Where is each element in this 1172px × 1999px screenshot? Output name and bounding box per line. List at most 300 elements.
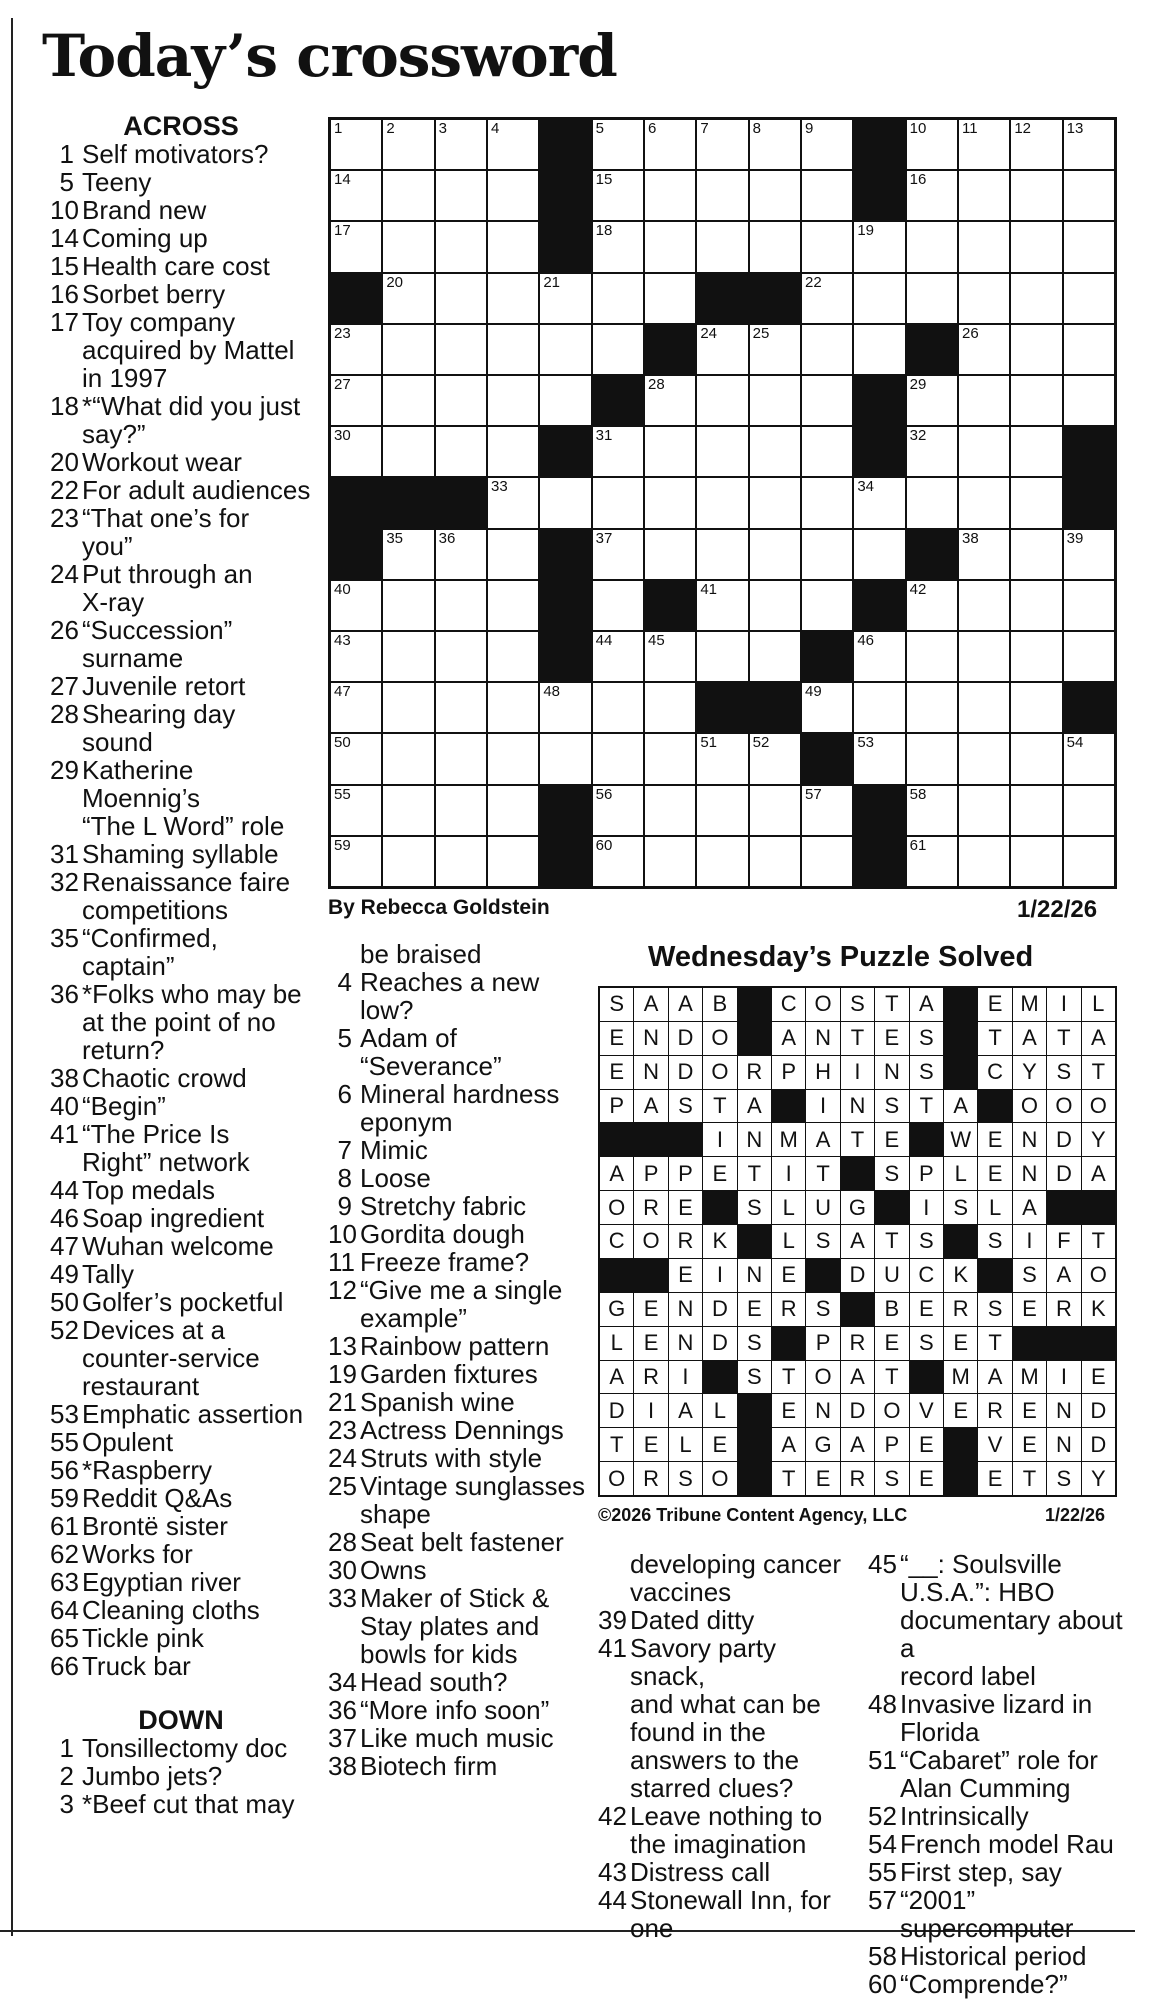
grid-cell[interactable]: [593, 325, 643, 374]
grid-cell[interactable]: [488, 120, 538, 169]
clue-number: 6: [337, 1079, 352, 1109]
solution-black-square: [841, 1157, 874, 1190]
grid-cell[interactable]: [436, 171, 486, 220]
grid-cell[interactable]: [854, 274, 904, 323]
solution-black-square: [1047, 1327, 1080, 1360]
solution-letter: N: [634, 1022, 667, 1055]
down-clue-line: [328, 940, 590, 968]
grid-cell[interactable]: [907, 478, 957, 527]
cell-number: 13: [1066, 120, 1084, 137]
grid-cell[interactable]: [907, 581, 957, 630]
grid-cell[interactable]: [802, 222, 852, 271]
grid-cell[interactable]: [802, 376, 852, 425]
solution-letter: R: [944, 1293, 977, 1326]
grid-cell[interactable]: [436, 581, 486, 630]
grid-cell[interactable]: [593, 837, 643, 886]
grid-cell[interactable]: [1011, 325, 1061, 374]
solution-letter: T: [703, 1090, 736, 1123]
grid-cell[interactable]: [697, 427, 747, 476]
grid-cell[interactable]: [1011, 222, 1061, 271]
grid-cell[interactable]: [854, 530, 904, 579]
grid-cell[interactable]: [645, 683, 695, 732]
grid-cell[interactable]: [383, 120, 433, 169]
grid-cell[interactable]: [436, 734, 486, 783]
solution-letter: A: [772, 1022, 805, 1055]
grid-cell[interactable]: [802, 683, 852, 732]
grid-cell[interactable]: [645, 171, 695, 220]
grid-cell[interactable]: [593, 171, 643, 220]
cell-number: 40: [334, 580, 351, 598]
solution-letter: L: [600, 1327, 633, 1360]
grid-cell[interactable]: [1064, 222, 1114, 271]
grid-cell[interactable]: [1011, 683, 1061, 732]
grid-cell[interactable]: [750, 222, 800, 271]
grid-cell[interactable]: [697, 530, 747, 579]
grid-cell[interactable]: [697, 222, 747, 271]
grid-cell[interactable]: [750, 325, 800, 374]
grid-cell[interactable]: [593, 427, 643, 476]
clue-number: 2: [59, 1761, 74, 1791]
grid-cell[interactable]: [959, 478, 1009, 527]
grid-cell[interactable]: [383, 632, 433, 681]
solution-letter: E: [944, 1327, 977, 1360]
across-clue-line: [50, 504, 312, 532]
across-clue-line: [50, 1008, 312, 1036]
clue-number: 61: [50, 1511, 79, 1541]
grid-cell[interactable]: [959, 837, 1009, 886]
grid-cell[interactable]: [645, 786, 695, 835]
grid-cell[interactable]: [907, 786, 957, 835]
grid-cell[interactable]: [593, 222, 643, 271]
grid-cell[interactable]: [436, 120, 486, 169]
black-square: [540, 120, 590, 169]
grid-cell[interactable]: [645, 837, 695, 886]
clue-text: competitions: [82, 895, 228, 925]
grid-cell[interactable]: [854, 683, 904, 732]
grid-cell[interactable]: [593, 274, 643, 323]
grid-cell[interactable]: [540, 274, 590, 323]
clue-number: [868, 1914, 892, 1942]
grid-cell[interactable]: [1064, 274, 1114, 323]
solution-letter: P: [600, 1090, 633, 1123]
grid-cell[interactable]: [645, 734, 695, 783]
grid-cell[interactable]: [907, 734, 957, 783]
grid-cell[interactable]: [645, 376, 695, 425]
grid-cell[interactable]: [331, 734, 381, 783]
across-clue-line: [50, 1176, 312, 1204]
grid-cell[interactable]: [959, 581, 1009, 630]
grid-cell[interactable]: [907, 274, 957, 323]
clue-text: Florida: [900, 1717, 980, 1747]
black-square: [750, 683, 800, 732]
grid-cell[interactable]: [750, 376, 800, 425]
grid-cell[interactable]: [854, 478, 904, 527]
grid-cell[interactable]: [488, 325, 538, 374]
across-clue-line: [50, 1596, 312, 1624]
solution-letter: O: [703, 1022, 736, 1055]
solution-letter: L: [772, 1225, 805, 1258]
grid-cell[interactable]: [331, 581, 381, 630]
grid-cell[interactable]: [1064, 171, 1114, 220]
clue-number: 41: [598, 1633, 627, 1663]
grid-cell[interactable]: [907, 837, 957, 886]
grid-cell[interactable]: [540, 325, 590, 374]
grid-cell[interactable]: [331, 632, 381, 681]
down-clue-line: [328, 1080, 590, 1108]
grid-cell[interactable]: [802, 786, 852, 835]
solution-letter: R: [738, 1056, 771, 1089]
clue-number: [868, 1606, 892, 1662]
grid-cell[interactable]: [750, 530, 800, 579]
grid-cell[interactable]: [645, 274, 695, 323]
grid-cell[interactable]: [959, 530, 1009, 579]
clue-text: supercomputer: [900, 1913, 1074, 1943]
solution-black-square: [738, 1428, 771, 1461]
grid-cell[interactable]: [959, 120, 1009, 169]
clue-column-4: [868, 1550, 1130, 1998]
down-clue-line: [868, 1802, 1130, 1830]
grid-cell[interactable]: [593, 478, 643, 527]
across-clue-line: [50, 812, 312, 840]
clue-number: 3: [59, 1789, 74, 1819]
grid-cell[interactable]: [750, 120, 800, 169]
grid-cell[interactable]: [802, 581, 852, 630]
grid-cell[interactable]: [383, 734, 433, 783]
black-square: [697, 683, 747, 732]
clue-number: 7: [337, 1135, 352, 1165]
solution-letter: E: [875, 1022, 908, 1055]
solution-letter: S: [875, 1090, 908, 1123]
grid-cell[interactable]: [1064, 837, 1114, 886]
grid-cell[interactable]: [645, 222, 695, 271]
across-clue-line: [50, 1484, 312, 1512]
grid-cell[interactable]: [697, 376, 747, 425]
grid-cell[interactable]: [802, 171, 852, 220]
grid-cell[interactable]: [750, 837, 800, 886]
grid-cell[interactable]: [331, 427, 381, 476]
grid-cell[interactable]: [1064, 581, 1114, 630]
clue-number: 40: [50, 1091, 79, 1121]
grid-cell[interactable]: [1011, 274, 1061, 323]
grid-cell[interactable]: [959, 632, 1009, 681]
solution-letter: A: [669, 1394, 702, 1427]
grid-cell[interactable]: [1011, 734, 1061, 783]
black-square: [854, 376, 904, 425]
solution-letter: E: [600, 1022, 633, 1055]
grid-cell[interactable]: [593, 786, 643, 835]
grid-cell[interactable]: [697, 581, 747, 630]
grid-cell[interactable]: [593, 530, 643, 579]
grid-cell[interactable]: [383, 222, 433, 271]
grid-cell[interactable]: [1011, 530, 1061, 579]
solution-letter: I: [669, 1361, 702, 1394]
grid-cell[interactable]: [593, 120, 643, 169]
grid-cell[interactable]: [1011, 171, 1061, 220]
grid-cell[interactable]: [907, 427, 957, 476]
grid-cell[interactable]: [645, 632, 695, 681]
grid-cell[interactable]: [488, 632, 538, 681]
solution-letter: E: [944, 1394, 977, 1427]
cell-number: 3: [438, 120, 447, 137]
down-clue-line: [328, 1500, 590, 1528]
grid-cell[interactable]: [488, 376, 538, 425]
black-square: [645, 325, 695, 374]
clue-text: bowls for kids: [360, 1639, 518, 1669]
across-clue-line: [50, 476, 312, 504]
grid-cell[interactable]: [488, 683, 538, 732]
grid-cell[interactable]: [697, 734, 747, 783]
grid-cell[interactable]: [1011, 120, 1061, 169]
grid-cell[interactable]: [436, 530, 486, 579]
grid-cell[interactable]: [959, 376, 1009, 425]
grid-cell[interactable]: [750, 786, 800, 835]
grid-cell[interactable]: [383, 427, 433, 476]
grid-cell[interactable]: [383, 581, 433, 630]
grid-cell[interactable]: [854, 222, 904, 271]
solution-letter: K: [703, 1225, 736, 1258]
clue-text: Egyptian river: [82, 1567, 241, 1597]
grid-cell[interactable]: [383, 325, 433, 374]
solution-letter: A: [772, 1428, 805, 1461]
cell-number: 6: [647, 120, 657, 137]
clue-column-2: [328, 940, 590, 1780]
grid-cell[interactable]: [959, 222, 1009, 271]
grid-cell[interactable]: [697, 171, 747, 220]
clue-number: 27: [50, 671, 79, 701]
grid-cell[interactable]: [645, 427, 695, 476]
grid-cell[interactable]: [697, 632, 747, 681]
black-square: [854, 171, 904, 220]
grid-cell[interactable]: [331, 171, 381, 220]
solution-letter: E: [1013, 1394, 1046, 1427]
grid-cell[interactable]: [540, 376, 590, 425]
grid-cell[interactable]: [593, 683, 643, 732]
crossword-grid[interactable]: [328, 117, 1117, 889]
grid-cell[interactable]: [593, 581, 643, 630]
cell-number: 36: [438, 529, 456, 547]
grid-cell[interactable]: [750, 478, 800, 527]
solution-letter: T: [1082, 1056, 1115, 1089]
grid-cell[interactable]: [854, 325, 904, 374]
clue-text: Workout wear: [82, 447, 242, 477]
down-clue-line: [328, 1472, 590, 1500]
grid-cell[interactable]: [697, 478, 747, 527]
clue-text: counter-service: [82, 1343, 260, 1373]
grid-cell[interactable]: [488, 222, 538, 271]
grid-cell[interactable]: [1011, 427, 1061, 476]
grid-cell[interactable]: [907, 171, 957, 220]
grid-cell[interactable]: [645, 530, 695, 579]
down-clue-line: [328, 1640, 590, 1668]
grid-cell[interactable]: [488, 478, 538, 527]
solution-letter: S: [910, 1327, 943, 1360]
grid-cell[interactable]: [436, 683, 486, 732]
clue-text: Struts with style: [360, 1443, 543, 1473]
grid-cell[interactable]: [1064, 734, 1114, 783]
solution-letter: S: [875, 1157, 908, 1190]
grid-cell[interactable]: [959, 786, 1009, 835]
grid-cell[interactable]: [488, 734, 538, 783]
grid-cell[interactable]: [593, 734, 643, 783]
across-clue-line: [50, 560, 312, 588]
grid-cell[interactable]: [1064, 632, 1114, 681]
grid-cell[interactable]: [959, 683, 1009, 732]
grid-cell[interactable]: [488, 427, 538, 476]
grid-cell[interactable]: [436, 427, 486, 476]
grid-cell[interactable]: [488, 274, 538, 323]
grid-cell[interactable]: [802, 530, 852, 579]
grid-cell[interactable]: [959, 427, 1009, 476]
grid-cell[interactable]: [750, 632, 800, 681]
grid-cell[interactable]: [802, 325, 852, 374]
grid-cell[interactable]: [383, 274, 433, 323]
grid-cell[interactable]: [331, 120, 381, 169]
grid-cell[interactable]: [697, 786, 747, 835]
clue-text: Historical period: [900, 1941, 1087, 1971]
grid-cell[interactable]: [645, 120, 695, 169]
grid-cell[interactable]: [1011, 376, 1061, 425]
clue-number: [50, 420, 74, 448]
solution-letter: S: [806, 1293, 839, 1326]
grid-cell[interactable]: [750, 581, 800, 630]
clue-text: “More info soon”: [360, 1695, 550, 1725]
grid-cell[interactable]: [540, 478, 590, 527]
grid-cell[interactable]: [907, 632, 957, 681]
grid-cell[interactable]: [436, 222, 486, 271]
down-clue-line: [328, 1752, 590, 1780]
grid-cell[interactable]: [331, 837, 381, 886]
cell-number: 32: [909, 427, 927, 445]
across-clue-line: [50, 1540, 312, 1568]
grid-cell[interactable]: [1064, 376, 1114, 425]
clue-text: acquired by Mattel: [82, 335, 295, 365]
clue-number: 11: [328, 1247, 355, 1277]
down-clue-line: [598, 1774, 853, 1802]
grid-cell[interactable]: [383, 837, 433, 886]
clue-text: Mimic: [360, 1135, 428, 1165]
grid-cell[interactable]: [854, 734, 904, 783]
grid-cell[interactable]: [907, 120, 957, 169]
grid-cell[interactable]: [907, 222, 957, 271]
down-clue-line: [328, 968, 590, 1024]
across-clue-line: [50, 924, 312, 952]
grid-cell[interactable]: [802, 120, 852, 169]
solution-letter: O: [1047, 1090, 1080, 1123]
grid-cell[interactable]: [1011, 581, 1061, 630]
grid-cell[interactable]: [331, 222, 381, 271]
grid-cell[interactable]: [907, 683, 957, 732]
grid-cell[interactable]: [1011, 837, 1061, 886]
solution-letter: E: [703, 1157, 736, 1190]
grid-cell[interactable]: [488, 786, 538, 835]
across-clue-line: [50, 196, 312, 224]
grid-cell[interactable]: [802, 478, 852, 527]
grid-cell[interactable]: [750, 734, 800, 783]
grid-cell[interactable]: [331, 683, 381, 732]
grid-cell[interactable]: [436, 837, 486, 886]
clue-text: Stretchy fabric: [360, 1191, 527, 1221]
grid-cell[interactable]: [436, 786, 486, 835]
grid-cell[interactable]: [1011, 786, 1061, 835]
grid-cell[interactable]: [750, 171, 800, 220]
cell-number: 34: [857, 478, 875, 496]
grid-cell[interactable]: [436, 274, 486, 323]
cell-number: 2: [386, 120, 395, 137]
grid-cell[interactable]: [383, 376, 433, 425]
grid-cell[interactable]: [331, 376, 381, 425]
clue-number: 49: [50, 1259, 79, 1289]
solution-letter: T: [910, 1090, 943, 1123]
grid-cell[interactable]: [959, 325, 1009, 374]
solution-letter: N: [1013, 1123, 1046, 1156]
grid-cell[interactable]: [436, 632, 486, 681]
grid-cell[interactable]: [959, 734, 1009, 783]
grid-cell[interactable]: [959, 171, 1009, 220]
grid-cell[interactable]: [1011, 632, 1061, 681]
grid-cell[interactable]: [436, 325, 486, 374]
down-clue-line: [328, 1108, 590, 1136]
clue-text: “Begin”: [82, 1091, 166, 1121]
grid-cell[interactable]: [383, 786, 433, 835]
grid-cell[interactable]: [383, 171, 433, 220]
grid-cell[interactable]: [697, 120, 747, 169]
grid-cell[interactable]: [488, 581, 538, 630]
grid-cell[interactable]: [488, 530, 538, 579]
grid-cell[interactable]: [436, 376, 486, 425]
clue-number: 4: [337, 967, 352, 997]
grid-cell[interactable]: [802, 274, 852, 323]
grid-cell[interactable]: [1064, 786, 1114, 835]
grid-cell[interactable]: [1011, 478, 1061, 527]
grid-cell[interactable]: [645, 478, 695, 527]
grid-cell[interactable]: [697, 837, 747, 886]
grid-cell[interactable]: [802, 837, 852, 886]
grid-cell[interactable]: [802, 427, 852, 476]
grid-cell[interactable]: [697, 325, 747, 374]
grid-cell[interactable]: [1064, 120, 1114, 169]
grid-cell[interactable]: [1064, 530, 1114, 579]
solution-letter: T: [1013, 1462, 1046, 1495]
clue-text: Right” network: [82, 1147, 250, 1177]
across-clue-line: [50, 952, 312, 980]
grid-cell[interactable]: [488, 171, 538, 220]
grid-cell[interactable]: [854, 632, 904, 681]
solution-letter: T: [875, 1225, 908, 1258]
grid-cell[interactable]: [750, 427, 800, 476]
black-square: [593, 376, 643, 425]
grid-cell[interactable]: [383, 683, 433, 732]
solution-letter: N: [738, 1123, 771, 1156]
clue-number: [50, 532, 74, 560]
solution-letter: Y: [1082, 1123, 1115, 1156]
clue-text: Brand new: [82, 195, 207, 225]
grid-cell[interactable]: [540, 683, 590, 732]
grid-cell[interactable]: [331, 786, 381, 835]
solution-black-square: [738, 1394, 771, 1427]
cell-number: 54: [1066, 734, 1084, 752]
cell-number: 17: [334, 222, 351, 240]
grid-cell[interactable]: [1064, 325, 1114, 374]
grid-cell[interactable]: [488, 837, 538, 886]
grid-cell[interactable]: [593, 632, 643, 681]
grid-cell[interactable]: [907, 376, 957, 425]
across-clue-line: [50, 1204, 312, 1232]
grid-cell[interactable]: [383, 530, 433, 579]
grid-cell[interactable]: [959, 274, 1009, 323]
grid-cell[interactable]: [540, 734, 590, 783]
grid-cell[interactable]: [331, 325, 381, 374]
clue-number: 53: [50, 1399, 79, 1429]
